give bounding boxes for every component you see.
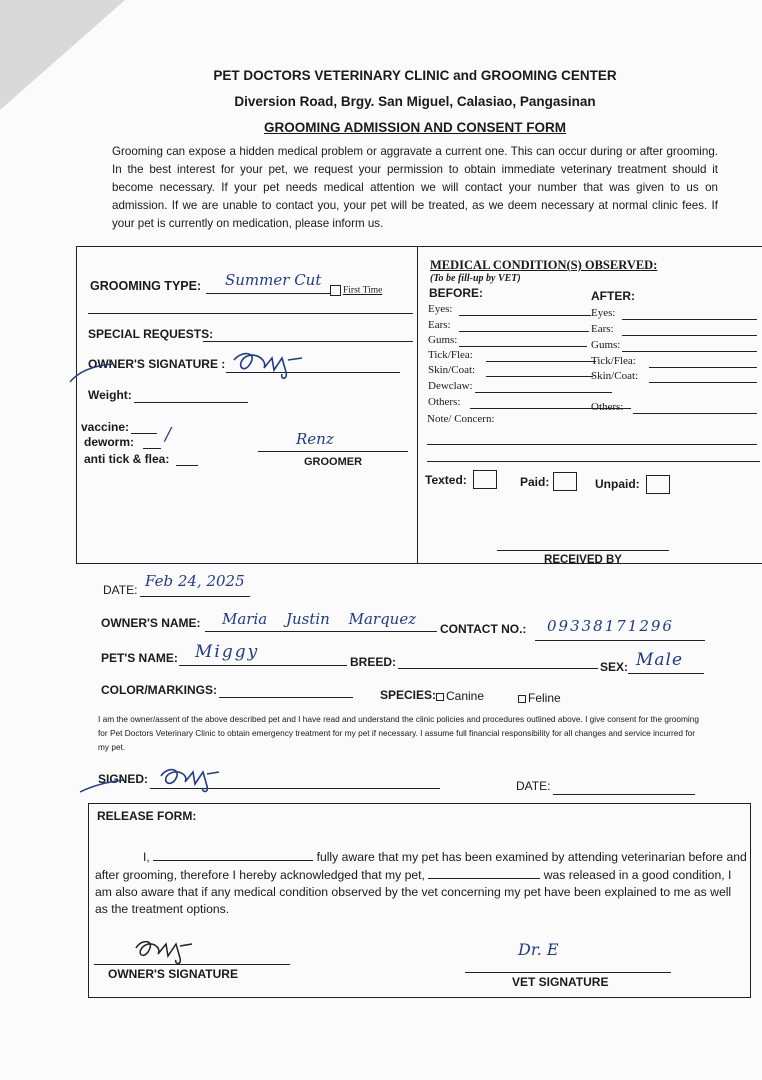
weight-line[interactable] xyxy=(134,402,248,403)
special-requests-label: SPECIAL REQUESTS: xyxy=(88,327,214,341)
grooming-panel-box xyxy=(76,246,762,564)
before-field-line[interactable] xyxy=(459,331,589,332)
owner-signature-scrawl xyxy=(228,346,308,382)
owner-name-value[interactable]: Maria Justin Marquez xyxy=(222,610,417,628)
first-time-label: First Time xyxy=(343,285,383,296)
species-label: SPECIES: xyxy=(380,688,437,702)
pet-name-label: PET'S NAME: xyxy=(101,651,178,665)
grooming-type-label: GROOMING TYPE: xyxy=(90,279,202,293)
antitick-line[interactable] xyxy=(176,465,198,466)
deworm-line[interactable] xyxy=(143,448,161,449)
groomer-signature: Renz xyxy=(296,430,334,448)
owner-name-line[interactable] xyxy=(205,631,437,632)
weight-label: Weight: xyxy=(88,388,132,402)
before-field-label: Skin/Coat: xyxy=(428,364,476,376)
canine-option[interactable] xyxy=(436,689,484,703)
consent-signature-scrawl xyxy=(155,762,225,796)
after-label: AFTER: xyxy=(591,289,635,303)
antitick-label: anti tick & flea: xyxy=(84,452,170,466)
after-field-line[interactable] xyxy=(633,413,757,414)
before-field-label: Eyes: xyxy=(428,303,453,315)
first-time-option[interactable] xyxy=(330,285,382,296)
paid-label: Paid: xyxy=(520,475,550,489)
after-field-line[interactable] xyxy=(622,335,757,336)
owner-name-label: OWNER'S NAME: xyxy=(101,616,201,630)
deworm-label: deworm: xyxy=(84,435,135,449)
before-field-line[interactable] xyxy=(459,315,591,316)
received-by-label: RECEIVED BY xyxy=(544,554,622,566)
before-field-label: Tick/Flea: xyxy=(428,349,473,361)
sex-value[interactable]: Male xyxy=(636,650,684,670)
contact-line[interactable] xyxy=(535,640,705,641)
after-field-label: Ears: xyxy=(591,323,614,335)
release-owner-signature-label: OWNER'S SIGNATURE xyxy=(108,967,238,981)
after-field-label: Eyes: xyxy=(591,307,616,319)
consent-signature-stroke xyxy=(78,776,128,796)
grooming-type-line-2 xyxy=(88,313,413,314)
release-paragraph xyxy=(95,848,747,918)
pet-name-value[interactable]: Miggy xyxy=(195,642,260,662)
first-time-checkbox[interactable] xyxy=(330,285,341,296)
texted-label: Texted: xyxy=(425,473,467,487)
vet-signature-value: Dr. E xyxy=(518,940,559,959)
after-field-label: Tick/Flea: xyxy=(591,355,636,367)
note-line-2[interactable] xyxy=(427,461,760,462)
consent-date-line[interactable] xyxy=(553,794,695,795)
before-field-label: Others: xyxy=(428,396,461,408)
panel-divider xyxy=(417,246,418,563)
release-text-a: I, xyxy=(143,850,150,864)
owner-signature-label: OWNER'S SIGNATURE : xyxy=(88,357,226,371)
sex-label: SEX: xyxy=(600,660,629,674)
medical-condition-title: MEDICAL CONDITION(S) OBSERVED: xyxy=(430,258,658,272)
before-field-line[interactable] xyxy=(475,392,612,393)
groomer-line[interactable] xyxy=(258,451,408,452)
before-field-label: Ears: xyxy=(428,319,451,331)
date-value[interactable]: Feb 24, 2025 xyxy=(145,572,245,590)
unpaid-checkbox[interactable] xyxy=(646,475,670,494)
release-name-blank[interactable] xyxy=(153,848,313,861)
date-line[interactable] xyxy=(140,596,250,597)
texted-checkbox[interactable] xyxy=(473,470,497,489)
after-field-label: Skin/Coat: xyxy=(591,370,639,382)
vaccine-label: vaccine: xyxy=(81,420,130,434)
feline-option[interactable] xyxy=(518,691,561,705)
after-field-line[interactable] xyxy=(622,351,757,352)
before-field-line[interactable] xyxy=(459,346,587,347)
unpaid-label: Unpaid: xyxy=(595,477,640,491)
after-field-label: Others: xyxy=(591,401,624,413)
sex-line[interactable] xyxy=(628,673,704,674)
special-requests-line[interactable] xyxy=(203,341,413,342)
before-field-line[interactable] xyxy=(486,376,593,377)
release-pet-blank[interactable] xyxy=(428,866,540,879)
paid-checkbox[interactable] xyxy=(553,472,577,491)
grooming-type-line xyxy=(206,293,330,294)
form-title: GROOMING ADMISSION AND CONSENT FORM xyxy=(264,120,566,135)
breed-line[interactable] xyxy=(398,668,598,669)
canine-label: Canine xyxy=(446,689,485,703)
pet-name-line[interactable] xyxy=(179,665,347,666)
vet-signature-label: VET SIGNATURE xyxy=(512,975,609,989)
grooming-type-value[interactable]: Summer Cut xyxy=(225,271,322,289)
feline-checkbox[interactable] xyxy=(518,695,526,703)
color-markings-label: COLOR/MARKINGS: xyxy=(101,683,217,697)
before-field-line[interactable] xyxy=(486,361,596,362)
before-field-label: Gums: xyxy=(428,334,458,346)
release-owner-signature-scrawl xyxy=(130,934,200,968)
clinic-address: Diversion Road, Brgy. San Miguel, Calasiao, Pangasinan xyxy=(234,94,596,109)
after-field-label: Gums: xyxy=(591,339,621,351)
contact-label: CONTACT NO.: xyxy=(440,622,527,636)
intro-paragraph: Grooming can expose a hidden medical problem or aggravate a current one. This can occur during or after grooming. In the best interest for your pet, we request your permission to obtain immediate veterinary treatment should it become necessary. If your pet needs medical attention we will contact your number that was given to us on admission. If we are unable to contact you, your pet will be treated, as we deem necessary at normal clinic fees. If your pet is currently on medication, please inform us. xyxy=(112,145,718,230)
note-label: Note/ Concern: xyxy=(427,413,495,425)
medical-condition-subtitle: (To be fill-up by VET) xyxy=(430,273,521,284)
after-field-line[interactable] xyxy=(649,367,757,368)
release-text-b: fully aware that my pet has been examined by attending veterinarian before and after grooming, therefore I hereby acknowledged that my pet, xyxy=(95,850,747,882)
breed-label: BREED: xyxy=(350,655,397,669)
after-field-line[interactable] xyxy=(649,382,757,383)
release-owner-signature-line[interactable] xyxy=(94,964,290,965)
clinic-name: PET DOCTORS VETERINARY CLINIC and GROOMING CENTER xyxy=(213,68,617,83)
note-line-1[interactable] xyxy=(427,444,757,445)
before-label: BEFORE: xyxy=(429,286,483,300)
contact-value[interactable]: 09338171296 xyxy=(547,617,674,635)
received-by-line[interactable] xyxy=(497,550,669,551)
date-label: DATE: xyxy=(103,583,138,597)
canine-checkbox[interactable] xyxy=(436,693,444,701)
consent-text: I am the owner/assent of the above described pet and I have read and understand the clinic policies and procedures outlined above. I give consent for the grooming for Pet Doctors Veterinary Clinic to obtain emergency treatment for my pet if necessary. I assume full financial responsibility for all changes and service incurred for my pet. xyxy=(98,714,699,752)
release-form-title: RELEASE FORM: xyxy=(97,809,197,823)
consent-date-label: DATE: xyxy=(516,779,551,793)
owner-signature-stroke xyxy=(66,362,116,386)
color-markings-line[interactable] xyxy=(219,697,353,698)
after-field-line[interactable] xyxy=(622,319,757,320)
feline-label: Feline xyxy=(528,691,561,705)
before-field-label: Dewclaw: xyxy=(428,380,473,392)
vet-signature-line[interactable] xyxy=(465,972,671,973)
vaccine-line[interactable] xyxy=(131,433,157,434)
deworm-value[interactable]: / xyxy=(165,424,172,445)
signed-label: SIGNED: xyxy=(98,772,149,786)
release-text-c: was released in a good condition, I am also aware that if any medical condition observed by the vet concerning my pet have been explained to me as well as the treatment options. xyxy=(95,868,732,916)
groomer-label: GROOMER xyxy=(303,456,363,468)
